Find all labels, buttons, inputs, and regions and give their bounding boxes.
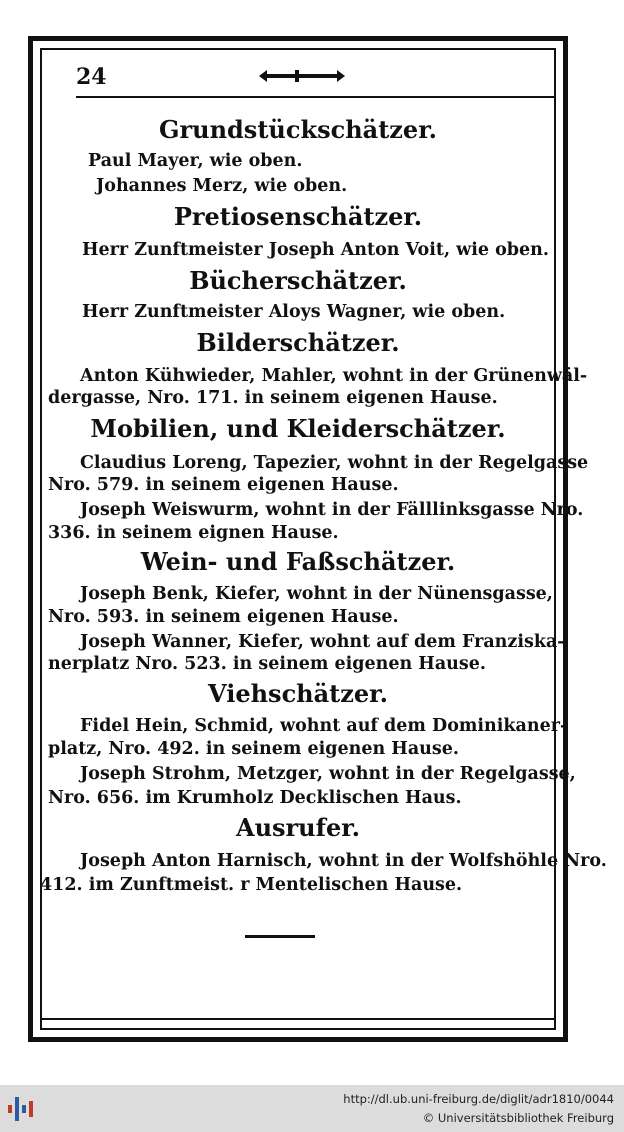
entry-line: Johannes Merz, wie oben. [96,176,348,196]
entry-line: Joseph Weiswurm, wohnt in der Fälllinksgasse Nro. [80,500,584,520]
page-number: 24 [76,64,107,90]
ub-freiburg-logo-icon [6,1093,40,1125]
section-heading: Wein- und Faßschätzer. [140,547,456,576]
entry-line: platz, Nro. 492. in seinem eigenen Hause. [48,739,459,759]
entry-line: Joseph Benk, Kiefer, wohnt in der Nünensgasse, [80,584,553,604]
section-heading: Pretiosenschätzer. [173,202,423,231]
footer-url-link[interactable]: http://dl.ub.uni-freiburg.de/diglit/adr1810/0044 [343,1092,614,1106]
entry-line: Nro. 579. in seinem eigenen Hause. [48,475,399,495]
entry-line: Herr Zunftmeister Aloys Wagner, wie oben. [82,302,506,322]
entry-line: Joseph Strohm, Metzger, wohnt in der Regelgasse, [80,764,576,784]
footer-copyright: © Universitätsbibliothek Freiburg [422,1111,614,1125]
entry-line: 336. in seinem eignen Hause. [48,523,339,543]
section-heading: Viehschätzer. [208,679,388,708]
entry-line: Anton Kühwieder, Mahler, wohnt in der Grünenwäl- [80,366,588,386]
entry-line: Claudius Loreng, Tapezier, wohnt in der Regelgasse [80,453,589,473]
entry-line: nerplatz Nro. 523. in seinem eigenen Hause. [48,654,486,674]
bottom-rule [40,1018,556,1020]
entry-line: Nro. 656. im Krumholz Decklischen Haus. [48,788,462,808]
entry-line: Paul Mayer, wie oben. [88,151,303,171]
section-heading: Bilderschätzer. [196,328,400,357]
header-rule [76,96,554,98]
entry-line: Fidel Hein, Schmid, wohnt auf dem Dominikaner- [80,716,568,736]
end-rule [245,935,315,938]
entry-line: Nro. 593. in seinem eigenen Hause. [48,607,399,627]
entry-line: Herr Zunftmeister Joseph Anton Voit, wie oben. [82,240,549,260]
viewer-footer [0,1085,624,1132]
entry-line: Joseph Wanner, Kiefer, wohnt auf dem Franziska- [80,632,565,652]
section-heading: Ausrufer. [235,813,361,842]
entry-line: dergasse, Nro. 171. in seinem eigenen Hause. [48,388,498,408]
ornament-rule-icon [255,64,350,88]
entry-line: 412. im Zunftmeist. r Mentelischen Hause. [40,875,463,895]
section-heading: Mobilien, und Kleiderschätzer. [90,414,506,443]
entry-line: Joseph Anton Harnisch, wohnt in der Wolfshöhle Nro. [80,851,607,871]
section-heading: Grundstückschätzer. [158,115,437,144]
section-heading: Bücherschätzer. [189,266,407,295]
